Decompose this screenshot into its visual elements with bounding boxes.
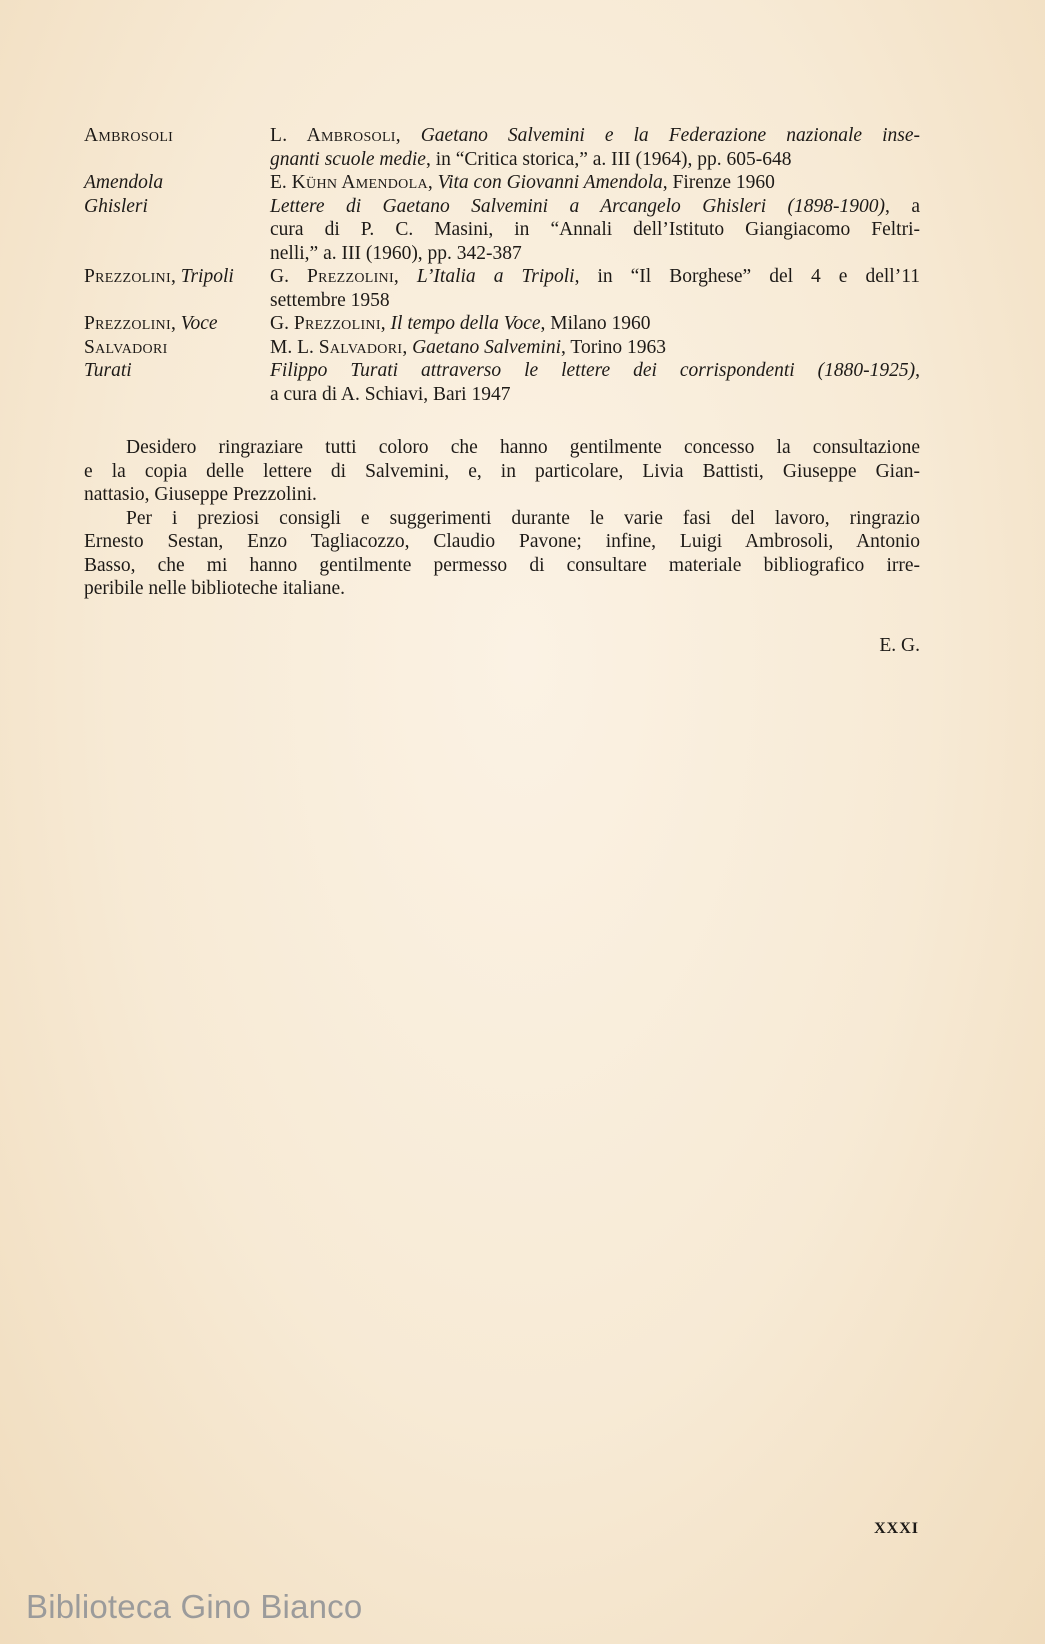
reference-text: , [393, 266, 417, 287]
entry-abbreviation [84, 171, 270, 195]
entry-abbreviation [84, 359, 270, 383]
reference-text: nelli,” a. III (1960), pp. 342-387 [270, 242, 522, 264]
acknowledgement-line: Per i preziosi consigli e suggerimenti durante le varie fasi del lavoro, ringrazio [126, 507, 920, 529]
bibliography-entry [84, 336, 920, 360]
bibliography-entry [84, 171, 920, 195]
entry-reference [270, 265, 920, 312]
reference-line [270, 195, 920, 219]
reference-text: Vita con Giovanni Amendola [437, 172, 663, 193]
reference-text: , Torino 1963 [561, 336, 666, 358]
reference-line [270, 359, 920, 383]
reference-text: gnanti scuole medie [270, 148, 426, 170]
reference-text: M. L. [270, 336, 319, 358]
reference-line [270, 336, 920, 360]
reference-text: a cura di A. Schiavi, Bari 1947 [270, 383, 511, 405]
reference-text: Prezzolini [293, 313, 381, 334]
reference-text: , [402, 336, 413, 358]
entry-abbreviation [84, 336, 270, 360]
reference-text: E. [270, 172, 292, 193]
author-initials: E. G. [879, 635, 920, 656]
bibliography-entry [84, 359, 920, 406]
reference-text: Kühn Amendola [291, 172, 428, 193]
reference-line [270, 289, 920, 313]
bibliography-entry [84, 124, 920, 171]
reference-line [270, 218, 920, 242]
entry-abbreviation: Prezzolini, Tripoli [84, 266, 234, 287]
acknowledgement-line: e la copia delle lettere di Salvemini, e, in particolare, Livia Battisti, Giuseppe Gian- [84, 460, 920, 482]
abbreviation-keyword: Ghisleri [84, 195, 148, 217]
acknowledgement-paragraph [84, 507, 920, 601]
abbreviation-author: Prezzolini [84, 313, 171, 334]
reference-line [270, 171, 920, 195]
entry-reference [270, 195, 920, 266]
reference-line [270, 312, 920, 336]
reference-text: G. [270, 266, 307, 287]
reference-text: , in “Critica storica,” a. III (1964), pp. 605-648 [425, 148, 792, 170]
reference-text: Salvadori [318, 336, 403, 358]
abbreviation-author: Ambrosoli [84, 125, 174, 146]
bibliography-entry [84, 195, 920, 266]
reference-text: , Milano 1960 [540, 313, 651, 334]
reference-text: , [395, 125, 421, 146]
reference-line [270, 383, 920, 407]
reference-line [270, 242, 920, 266]
entry-reference [270, 359, 920, 406]
reference-text: L. Ambrosoli [270, 125, 396, 146]
acknowledgement-line: peribile nelle biblioteche italiane. [84, 578, 345, 599]
bibliography-abbreviations [84, 124, 920, 406]
abbreviation-keyword: Voce [180, 313, 218, 334]
reference-text: Filippo Turati attraverso le lettere dei corrispondenti (1880-1925) [270, 360, 916, 381]
acknowledgement-line: Desidero ringraziare tutti coloro che hanno gentilmente concesso la consultazione [126, 437, 920, 458]
entry-reference [270, 336, 920, 360]
entry-reference [270, 171, 920, 195]
entry-reference [270, 124, 920, 171]
reference-line [270, 265, 920, 289]
bibliography-entry [84, 312, 920, 336]
entry-reference [270, 312, 920, 336]
acknowledgement-line: Basso, che mi hanno gentilmente permesso di consultare materiale bibliografico irre- [84, 554, 920, 576]
abbreviation-keyword: Amendola [84, 172, 164, 193]
reference-text: Il tempo della Voce [390, 313, 541, 334]
reference-text: L’Italia a Tripoli [416, 266, 575, 287]
reference-text: Gaetano Salvemini [412, 336, 561, 358]
reference-line [270, 148, 920, 172]
reference-text: , [380, 313, 391, 334]
reference-text: , Firenze 1960 [662, 172, 775, 193]
reference-text: G. [270, 313, 294, 334]
acknowledgements [84, 436, 920, 601]
entry-abbreviation [84, 195, 270, 219]
abbreviation-keyword: Tripoli [180, 266, 234, 287]
entry-abbreviation: Prezzolini, Voce [84, 313, 218, 334]
abbreviation-author: Prezzolini [84, 266, 171, 287]
reference-text: , in “Il Borghese” del 4 e dell’11 [574, 266, 920, 287]
reference-text: , [427, 172, 438, 193]
acknowledgement-paragraph [84, 436, 920, 507]
entry-abbreviation [84, 124, 270, 148]
reference-text: settembre 1958 [270, 289, 390, 311]
abbreviation-author: Salvadori [84, 336, 168, 358]
reference-text: cura di P. C. Masini, in “Annali dell’Istituto Giangiacomo Feltri- [270, 219, 920, 240]
reference-text: , [915, 360, 920, 381]
reference-line [270, 124, 920, 148]
reference-text: Prezzolini [306, 266, 394, 287]
reference-text: Lettere di Gaetano Salvemini a Arcangelo Ghisleri (1898-1900) [270, 195, 886, 217]
acknowledgement-line: nattasio, Giuseppe Prezzolini. [84, 484, 317, 505]
reference-text: , a [885, 195, 921, 217]
abbreviation-keyword: Turati [84, 360, 132, 381]
page-number: XXXI [874, 1520, 919, 1537]
reference-text: Gaetano Salvemini e la Federazione nazionale inse- [420, 125, 920, 146]
acknowledgement-line: Ernesto Sestan, Enzo Tagliacozzo, Claudio Pavone; infine, Luigi Ambrosoli, Antonio [84, 531, 920, 552]
bibliography-entry [84, 265, 920, 312]
library-watermark: Biblioteca Gino Bianco [26, 1588, 363, 1625]
